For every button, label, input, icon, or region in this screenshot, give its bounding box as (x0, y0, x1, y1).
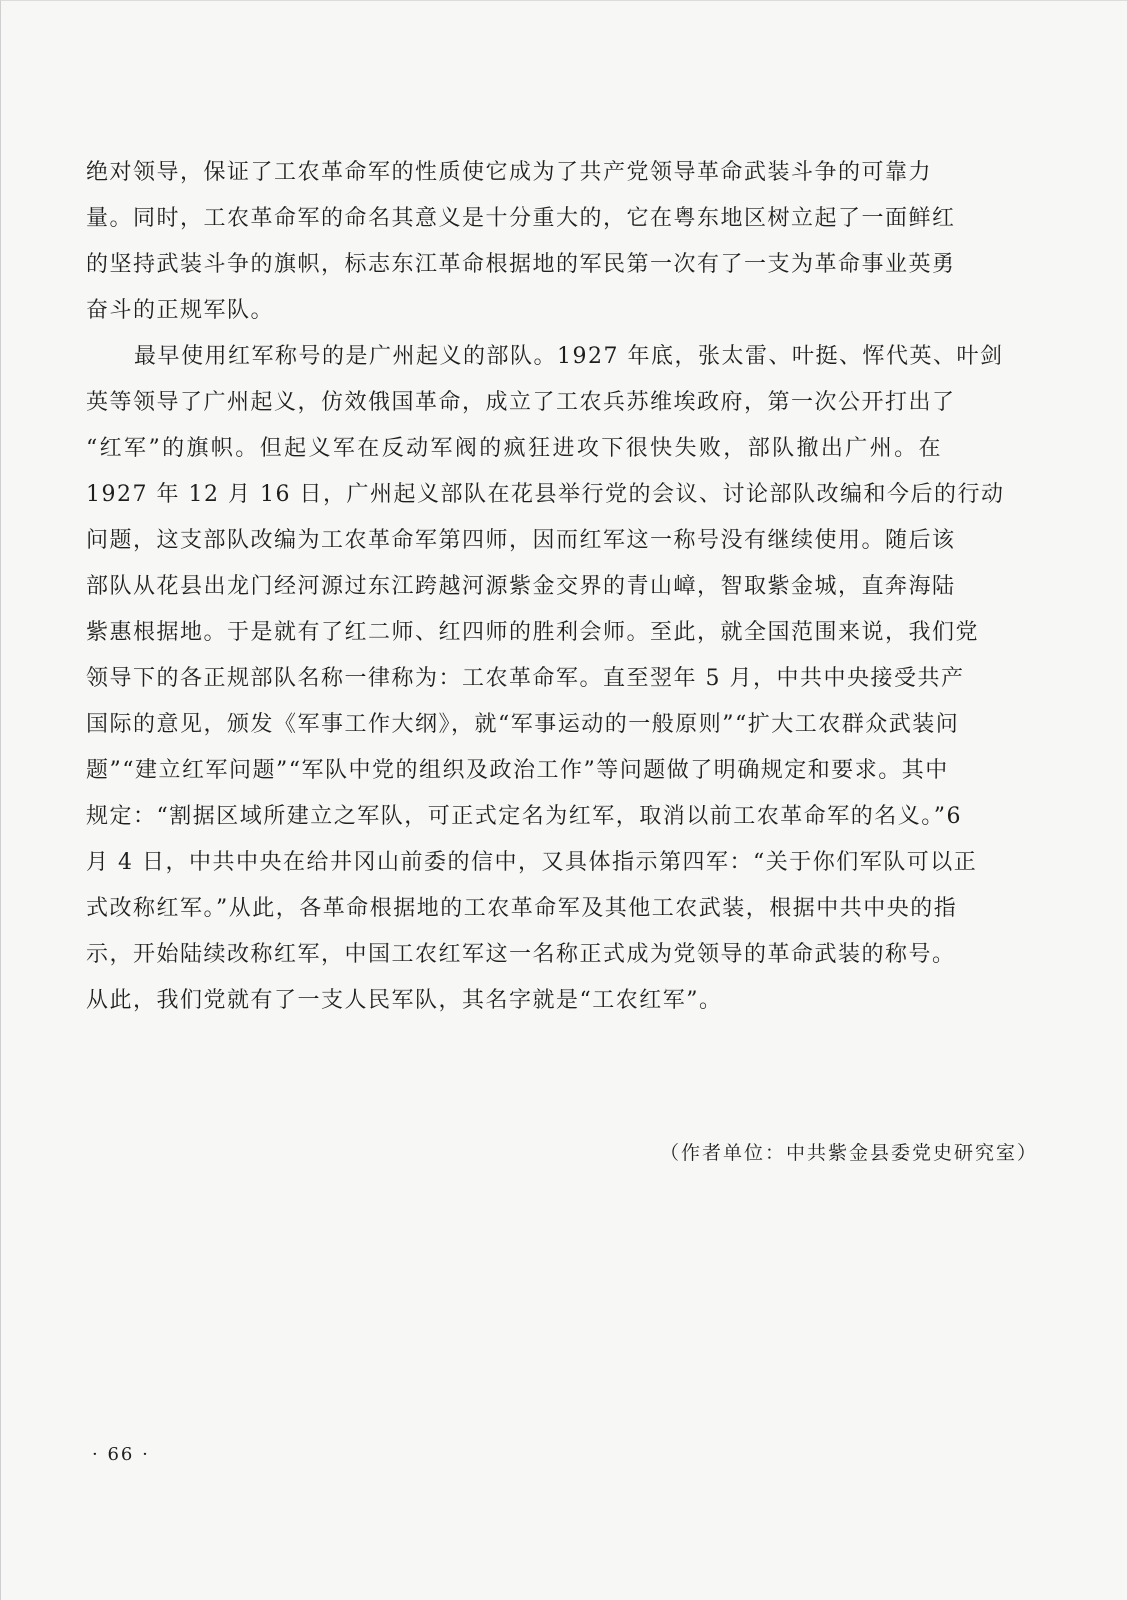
text-line: 式改称红军。”从此，各革命根据地的工农革命军及其他工农武装，根据中共中央的指 (86, 896, 958, 921)
text-line: 绝对领导，保证了工农革命军的性质使它成为了共产党领导革命武装斗争的可靠力 (86, 160, 933, 185)
article-body (86, 150, 1042, 1024)
text-line-paragraph-start: 最早使用红军称号的是广州起义的部队。1927 年底，张太雷、叶挺、恽代英、叶剑 (134, 344, 1004, 369)
text-line: 领导下的各正规部队名称一律称为：工农革命军。直至翌年 5 月，中共中央接受共产 (86, 666, 965, 691)
text-line: 问题，这支部队改编为工农革命军第四师，因而红军这一称号没有继续使用。随后该 (86, 528, 956, 553)
text-line: 从此，我们党就有了一支人民军队，其名字就是“工农红军”。 (86, 988, 723, 1013)
text-line: 示，开始陆续改称红军，中国工农红军这一名称正式成为党领导的革命武装的称号。 (86, 942, 956, 967)
text-line: 月 4 日，中共中央在给井冈山前委的信中，又具体指示第四军：“关于你们军队可以正 (86, 850, 978, 875)
page-number: · 66 · (92, 1444, 150, 1465)
text-line: 量。同时，工农革命军的命名其意义是十分重大的，它在粤东地区树立起了一面鲜红 (86, 206, 956, 231)
text-line: 规定：“割据区域所建立之军队，可正式定名为红军，取消以前工农革命军的名义。”6 (86, 804, 962, 829)
text-line: 奋斗的正规军队。 (86, 298, 275, 323)
text-line: 的坚持武装斗争的旗帜，标志东江革命根据地的军民第一次有了一支为革命事业英勇 (86, 252, 956, 277)
text-line: “红军”的旗帜。但起义军在反动军阀的疯狂进攻下很快失败，部队撤出广州。在 (86, 436, 943, 461)
text-line: 1927 年 12 月 16 日，广州起义部队在花县举行党的会议、讨论部队改编和今后的行动 (86, 482, 1005, 507)
text-line: 英等领导了广州起义，仿效俄国革命，成立了工农兵苏维埃政府，第一次公开打出了 (86, 390, 956, 415)
author-affiliation: （作者单位：中共紫金县委党史研究室） (660, 1142, 1039, 1164)
text-line: 国际的意见，颁发《军事工作大纲》，就“军事运动的一般原则”“扩大工农群众武装问 (86, 712, 960, 737)
text-line: 题”“建立红军问题”“军队中党的组织及政治工作”等问题做了明确规定和要求。其中 (86, 758, 949, 783)
text-line: 部队从花县出龙门经河源过东江跨越河源紫金交界的青山嶂，智取紫金城，直奔海陆 (86, 574, 956, 599)
text-line: 紫惠根据地。于是就有了红二师、红四师的胜利会师。至此，就全国范围来说，我们党 (86, 620, 980, 645)
